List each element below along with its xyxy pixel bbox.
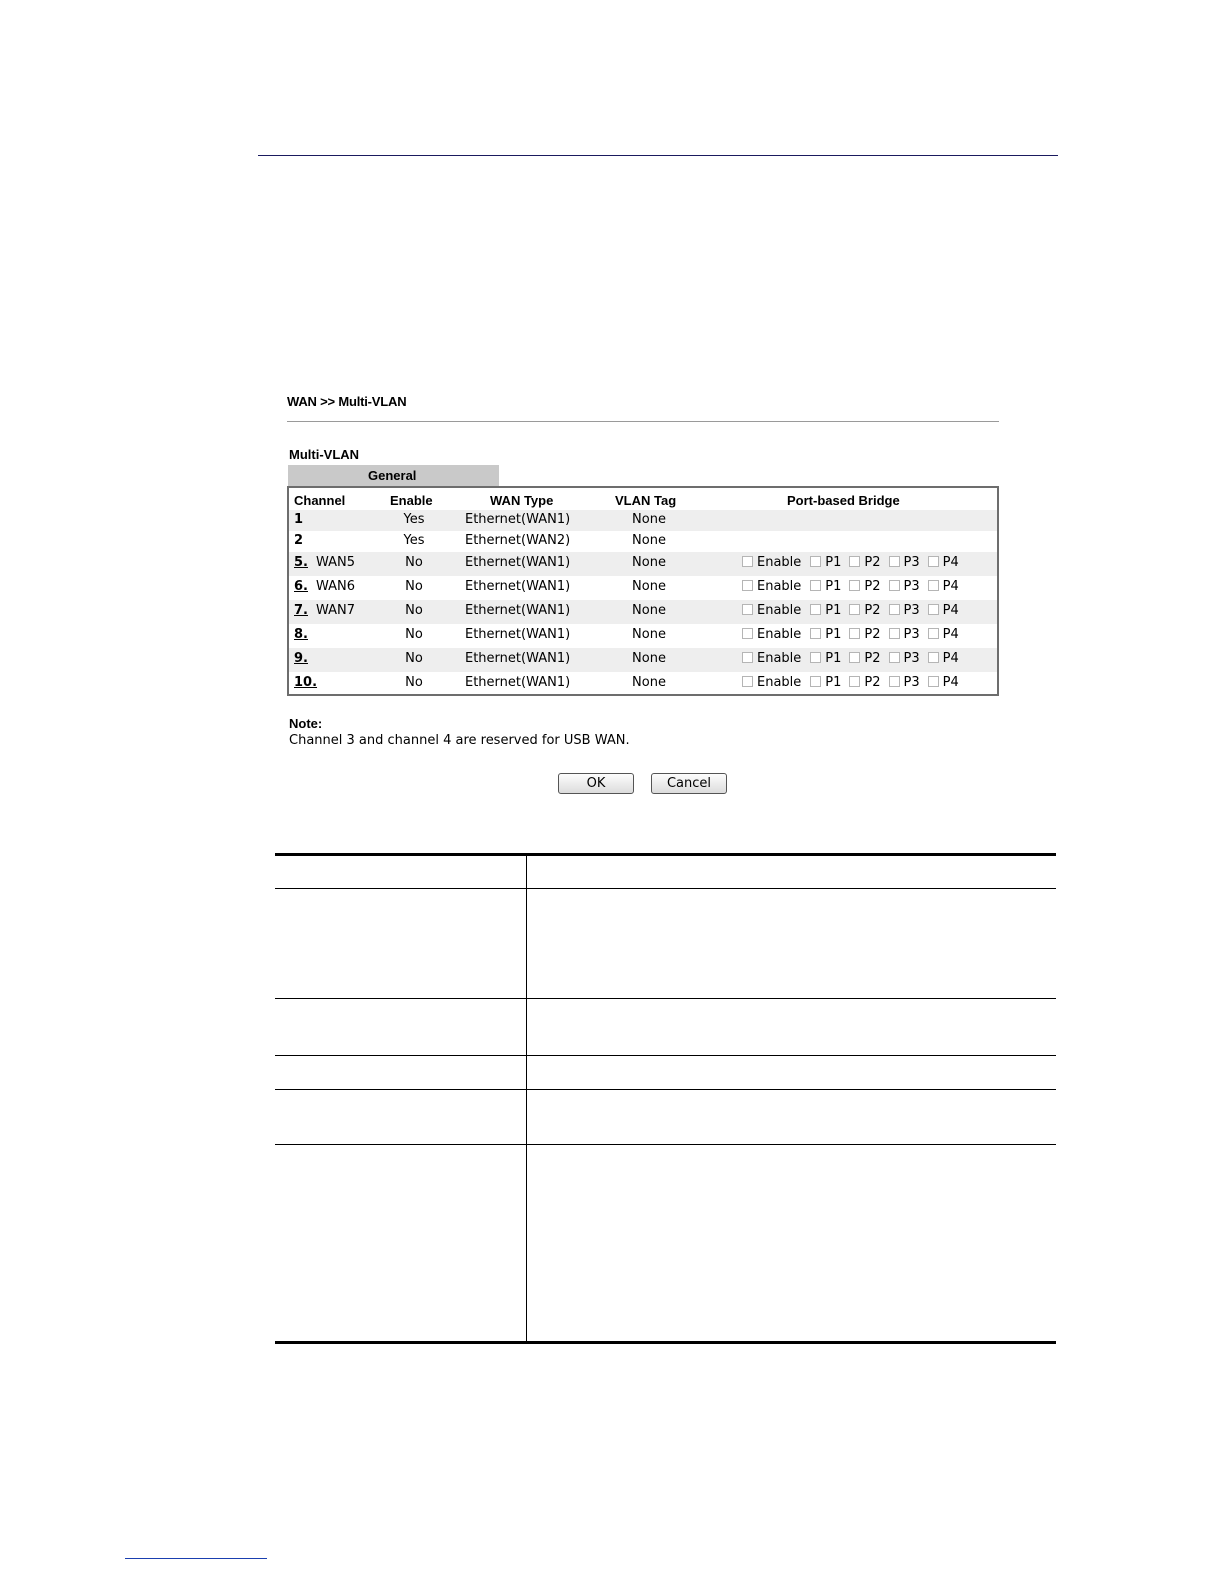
table-rule (275, 1055, 1056, 1056)
enable-cell: Yes (403, 512, 425, 527)
port-p1-label: P1 (825, 555, 842, 570)
table-rule (275, 853, 1056, 856)
port-bridge-group (742, 555, 967, 570)
port-bridge-group (742, 627, 967, 642)
channel-cell[interactable] (294, 675, 317, 690)
port-p2-checkbox[interactable] (849, 556, 860, 567)
port-p4-label: P4 (942, 603, 959, 618)
port-p2-checkbox[interactable] (849, 580, 860, 591)
channel-link[interactable]: 10. (294, 675, 318, 690)
port-bridge-group (742, 651, 967, 666)
table-rule (275, 888, 1056, 889)
header-vlan-tag: VLAN Tag (615, 493, 677, 508)
table-column-divider (526, 853, 527, 1344)
port-p4-checkbox[interactable] (928, 556, 939, 567)
port-p4-label: P4 (942, 651, 959, 666)
channel-cell[interactable] (294, 603, 308, 618)
port-p1-label: P1 (825, 627, 842, 642)
table-row (289, 648, 997, 672)
channel-cell: 2 (294, 533, 304, 548)
header-channel: Channel (294, 493, 346, 508)
port-p3-checkbox[interactable] (889, 580, 900, 591)
port-p4-label: P4 (942, 627, 959, 642)
port-p3-label: P3 (903, 603, 920, 618)
port-p3-label: P3 (903, 579, 920, 594)
wan-type-cell: Ethernet(WAN1) (465, 651, 571, 666)
description-table (275, 853, 1056, 1344)
wan-type-cell: Ethernet(WAN1) (465, 555, 571, 570)
port-p1-label: P1 (825, 603, 842, 618)
enable-cell: No (405, 555, 423, 570)
breadcrumb: WAN >> Multi-VLAN (287, 394, 407, 409)
note-text: Channel 3 and channel 4 are reserved for USB WAN. (289, 733, 630, 748)
vlan-tag-cell: None (632, 512, 666, 527)
bridge-enable-checkbox[interactable] (742, 556, 753, 567)
port-p2-label: P2 (864, 675, 881, 690)
channel-cell[interactable] (294, 627, 308, 642)
bridge-enable-label: Enable (757, 675, 802, 690)
wan-type-cell: Ethernet(WAN2) (465, 533, 571, 548)
table-row (289, 576, 997, 600)
bridge-enable-label: Enable (757, 579, 802, 594)
channel-cell[interactable] (294, 555, 308, 570)
table-header-row (289, 488, 997, 510)
channel-link[interactable]: 7. (294, 603, 308, 618)
port-p4-checkbox[interactable] (928, 676, 939, 687)
table-row (289, 510, 997, 531)
port-p1-checkbox[interactable] (810, 676, 821, 687)
port-p2-checkbox[interactable] (849, 628, 860, 639)
port-p3-label: P3 (903, 555, 920, 570)
port-p3-checkbox[interactable] (889, 628, 900, 639)
port-p1-checkbox[interactable] (810, 652, 821, 663)
port-p1-label: P1 (825, 651, 842, 666)
enable-cell: No (405, 675, 423, 690)
bridge-enable-label: Enable (757, 627, 802, 642)
port-p1-label: P1 (825, 675, 842, 690)
port-p3-label: P3 (903, 627, 920, 642)
footer-link-underline (125, 1558, 267, 1559)
port-p3-checkbox[interactable] (889, 556, 900, 567)
channel-link[interactable]: 9. (294, 651, 308, 666)
port-p2-label: P2 (864, 579, 881, 594)
wan-type-cell: Ethernet(WAN1) (465, 627, 571, 642)
note-title: Note: (289, 716, 323, 731)
port-p2-checkbox[interactable] (849, 676, 860, 687)
port-bridge-group (742, 675, 967, 690)
port-p4-checkbox[interactable] (928, 628, 939, 639)
channel-link[interactable]: 5. (294, 555, 308, 570)
vlan-tag-cell: None (632, 533, 666, 548)
bridge-enable-checkbox[interactable] (742, 580, 753, 591)
wan-type-cell: Ethernet(WAN1) (465, 675, 571, 690)
channel-cell[interactable] (294, 579, 308, 594)
table-row (289, 600, 997, 624)
port-bridge-group (742, 579, 967, 594)
multi-vlan-table (287, 486, 999, 696)
breadcrumb-divider (287, 421, 999, 422)
port-p4-checkbox[interactable] (928, 604, 939, 615)
port-p3-checkbox[interactable] (889, 604, 900, 615)
bridge-enable-label: Enable (757, 651, 802, 666)
table-row (289, 552, 997, 576)
port-p1-checkbox[interactable] (810, 604, 821, 615)
port-bridge-group (742, 603, 967, 618)
vlan-tag-cell: None (632, 675, 666, 690)
table-rule (275, 998, 1056, 999)
enable-cell: No (405, 651, 423, 666)
table-row (289, 672, 997, 694)
channel-cell[interactable] (294, 651, 308, 666)
tab-general-label: General (368, 468, 417, 483)
wan-type-cell: Ethernet(WAN1) (465, 579, 571, 594)
port-p3-checkbox[interactable] (889, 676, 900, 687)
header-enable: Enable (390, 493, 433, 508)
channel-link[interactable]: 8. (294, 627, 308, 642)
cancel-button[interactable]: Cancel (651, 773, 727, 794)
port-p2-label: P2 (864, 603, 881, 618)
port-p4-label: P4 (942, 579, 959, 594)
enable-cell: Yes (403, 533, 425, 548)
header-port-bridge: Port-based Bridge (787, 493, 900, 508)
vlan-tag-cell: None (632, 651, 666, 666)
port-p2-checkbox[interactable] (849, 604, 860, 615)
port-p4-checkbox[interactable] (928, 580, 939, 591)
port-p4-label: P4 (942, 555, 959, 570)
ok-button[interactable]: OK (558, 773, 634, 794)
enable-cell: No (405, 579, 423, 594)
vlan-tag-cell: None (632, 627, 666, 642)
bridge-enable-checkbox[interactable] (742, 628, 753, 639)
channel-cell: 1 (294, 512, 304, 527)
vlan-tag-cell: None (632, 555, 666, 570)
header-rule (258, 155, 1058, 156)
table-rule (275, 1089, 1056, 1090)
bridge-enable-checkbox[interactable] (742, 604, 753, 615)
channel-name: WAN6 (316, 579, 356, 594)
port-p2-label: P2 (864, 651, 881, 666)
enable-cell: No (405, 627, 423, 642)
port-p4-label: P4 (942, 675, 959, 690)
wan-type-cell: Ethernet(WAN1) (465, 603, 571, 618)
port-p1-label: P1 (825, 579, 842, 594)
table-row (289, 624, 997, 648)
table-rule (275, 1341, 1056, 1344)
table-row (289, 531, 997, 552)
vlan-tag-cell: None (632, 603, 666, 618)
wan-type-cell: Ethernet(WAN1) (465, 512, 571, 527)
port-p3-label: P3 (903, 675, 920, 690)
bridge-enable-checkbox[interactable] (742, 676, 753, 687)
port-p2-label: P2 (864, 627, 881, 642)
port-p2-label: P2 (864, 555, 881, 570)
vlan-tag-cell: None (632, 579, 666, 594)
port-p1-checkbox[interactable] (810, 556, 821, 567)
port-p1-checkbox[interactable] (810, 580, 821, 591)
channel-name: WAN5 (316, 555, 356, 570)
section-title: Multi-VLAN (289, 447, 360, 462)
bridge-enable-checkbox[interactable] (742, 652, 753, 663)
table-rule (275, 1144, 1056, 1145)
bridge-enable-label: Enable (757, 603, 802, 618)
bridge-enable-label: Enable (757, 555, 802, 570)
port-p1-checkbox[interactable] (810, 628, 821, 639)
port-p3-label: P3 (903, 651, 920, 666)
header-wan-type: WAN Type (490, 493, 554, 508)
port-p4-checkbox[interactable] (928, 652, 939, 663)
port-p3-checkbox[interactable] (889, 652, 900, 663)
port-p2-checkbox[interactable] (849, 652, 860, 663)
channel-name: WAN7 (316, 603, 356, 618)
channel-link[interactable]: 6. (294, 579, 308, 594)
tab-general[interactable] (288, 465, 499, 486)
enable-cell: No (405, 603, 423, 618)
